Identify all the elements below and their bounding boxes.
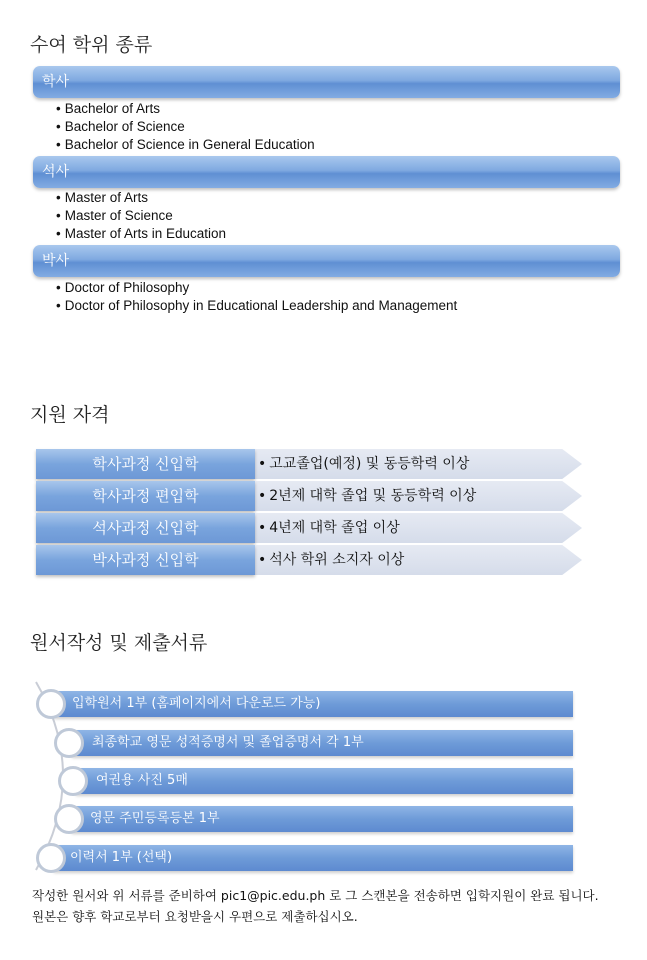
qualification-label: 석사과정 신입학 [36,513,255,543]
qualification-text: • 2년제 대학 졸업 및 동등학력 이상 [258,481,476,511]
qualification-label: 박사과정 신입학 [36,545,255,575]
qualification-text: • 4년제 대학 졸업 이상 [258,513,400,543]
list-item: • Master of Science [56,207,226,225]
document-bullet-circle [54,804,84,834]
degrees-heading: 수여 학위 종류 [30,34,153,56]
qualification-label: 학사과정 신입학 [36,449,255,479]
document-bullet-circle [58,766,88,796]
degree-bar-doctor: 박사 [33,245,620,277]
qualification-text: • 석사 학위 소지자 이상 [258,545,404,575]
qualification-text: • 고교졸업(예정) 및 동등학력 이상 [258,449,469,479]
document-item: 여권용 사진 5매 [76,768,573,794]
degree-bar-master: 석사 [33,156,620,188]
document-item: 이력서 1부 (선택) [54,845,573,871]
list-item: • Master of Arts in Education [56,225,226,243]
document-item: 입학원서 1부 (홈페이지에서 다운로드 가능) [54,691,573,717]
documents-heading: 원서작성 및 제출서류 [30,632,208,654]
list-item: • Doctor of Philosophy in Educational Leadership and Management [56,297,457,315]
document-bullet-circle [36,689,66,719]
submission-note-original: 원본은 향후 학교로부터 요청받을시 우편으로 제출하십시오. [32,909,358,924]
qualification-label: 학사과정 편입학 [36,481,255,511]
document-item: 영문 주민등록등본 1부 [72,806,573,832]
degree-list-master [56,189,226,243]
document-item: 최종학교 영문 성적증명서 및 졸업증명서 각 1부 [72,730,573,756]
degree-bar-bachelor: 학사 [33,66,620,98]
list-item: • Master of Arts [56,189,226,207]
document-bullet-circle [54,728,84,758]
qualifications-heading: 지원 자격 [30,404,110,426]
document-bullet-circle [36,843,66,873]
submission-note: 작성한 원서와 위 서류를 준비하여 pic1@pic.edu.ph 로 그 스캔본을 전송하면 입학지원이 완료 됩니다. [32,888,599,903]
degree-list-bachelor [56,100,315,154]
list-item: • Bachelor of Science in General Education [56,136,315,154]
list-item: • Bachelor of Arts [56,100,315,118]
list-item: • Doctor of Philosophy [56,279,457,297]
list-item: • Bachelor of Science [56,118,315,136]
degree-list-doctor [56,279,457,315]
